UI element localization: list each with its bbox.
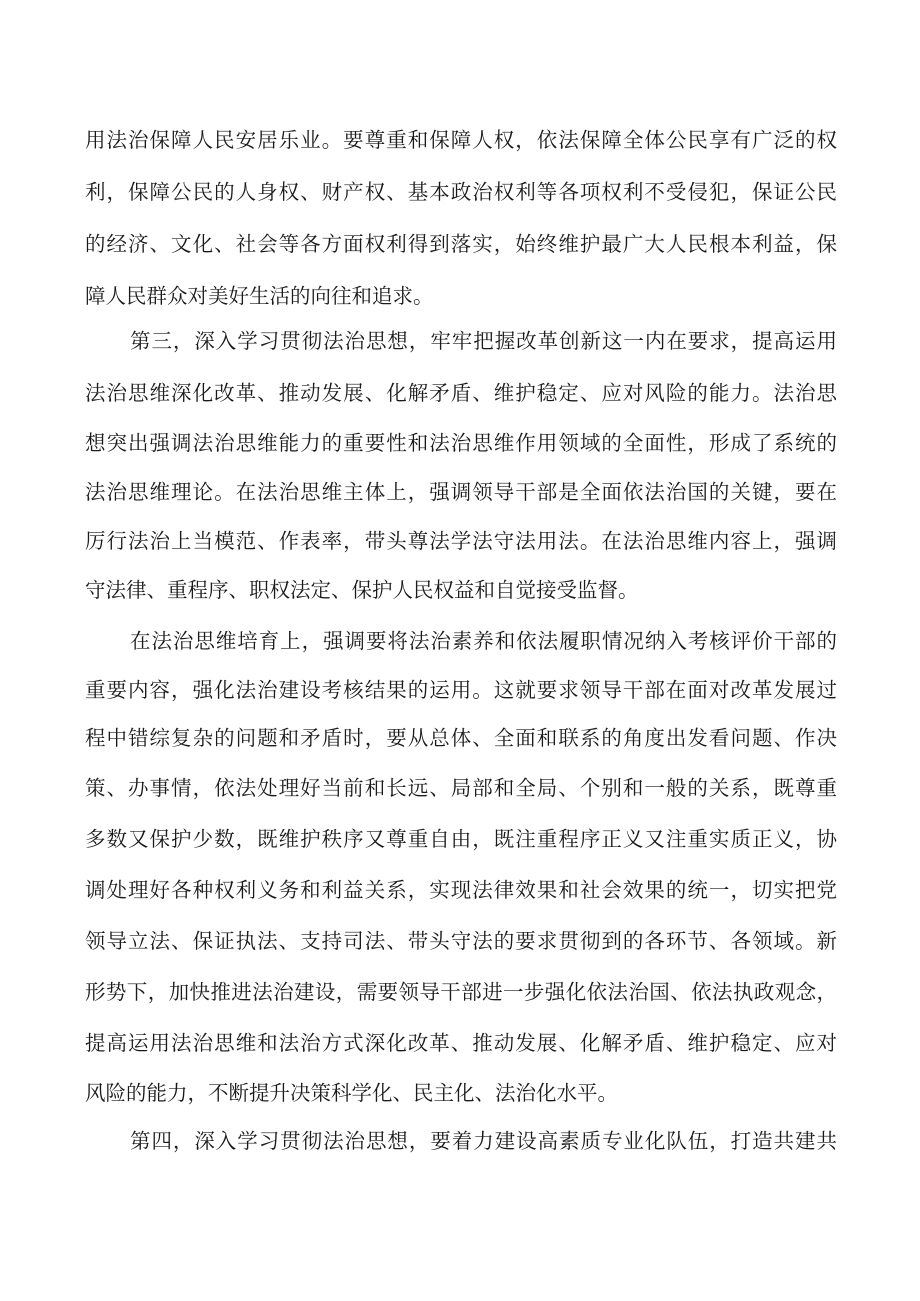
text-line: 法治思维深化改革、推动发展、化解矛盾、维护稳定、应对风险的能力。法治思 [85, 381, 837, 405]
text-line: 形势下，加快推进法治建设，需要领导干部进一步强化依法治国、依法执政观念， [85, 980, 837, 1004]
text-line: 领导立法、保证执法、支持司法、带头守法的要求贯彻到的各环节、各领域。新 [85, 929, 837, 953]
text-line: 厉行法治上当模范、作表率，带头尊法学法守法用法。在法治思维内容上，强调 [85, 529, 837, 553]
text-line: 重要内容，强化法治建设考核结果的运用。这就要求领导干部在面对改革发展过 [85, 678, 837, 702]
text-line: 第四，深入学习贯彻法治思想，要着力建设高素质专业化队伍，打造共建共 [130, 1129, 837, 1153]
text-line: 的经济、文化、社会等各方面权利得到落实，始终维护最广大人民根本利益，保 [85, 232, 837, 256]
text-line: 提高运用法治思维和法治方式深化改革、推动发展、化解矛盾、维护稳定、应对 [85, 1031, 837, 1055]
text-line: 守法律、重程序、职权法定、保护人民权益和自觉接受监督。 [85, 578, 639, 602]
text-line: 在法治思维培育上，强调要将法治素养和依法履职情况纳入考核评价干部的 [130, 629, 837, 653]
text-line: 法治思维理论。在法治思维主体上，强调领导干部是全面依法治国的关键，要在 [85, 480, 837, 504]
text-line: 想突出强调法治思维能力的重要性和法治思维作用领域的全面性，形成了系统的 [85, 431, 837, 455]
text-line: 风险的能力，不断提升决策科学化、民主化、法治化水平。 [85, 1081, 618, 1105]
text-line: 程中错综复杂的问题和矛盾时，要从总体、全面和联系的角度出发看问题、作决 [85, 726, 837, 750]
text-line: 策、办事情，依法处理好当前和长远、局部和全局、个别和一般的关系，既尊重 [85, 776, 837, 800]
text-line: 障人民群众对美好生活的向往和追求。 [85, 284, 434, 308]
text-line: 调处理好各种权利义务和利益关系，实现法律效果和社会效果的统一，切实把党 [85, 878, 837, 902]
text-line: 多数又保护少数，既维护秩序又尊重自由，既注重程序正义又注重实质正义，协 [85, 827, 837, 851]
text-line: 利，保障公民的人身权、财产权、基本政治权利等各项权利不受侵犯，保证公民 [85, 180, 837, 204]
text-line: 用法治保障人民安居乐业。要尊重和保障人权，依法保障全体公民享有广泛的权 [85, 128, 837, 152]
text-line: 第三，深入学习贯彻法治思想，牢牢把握改革创新这一内在要求，提高运用 [130, 329, 837, 353]
